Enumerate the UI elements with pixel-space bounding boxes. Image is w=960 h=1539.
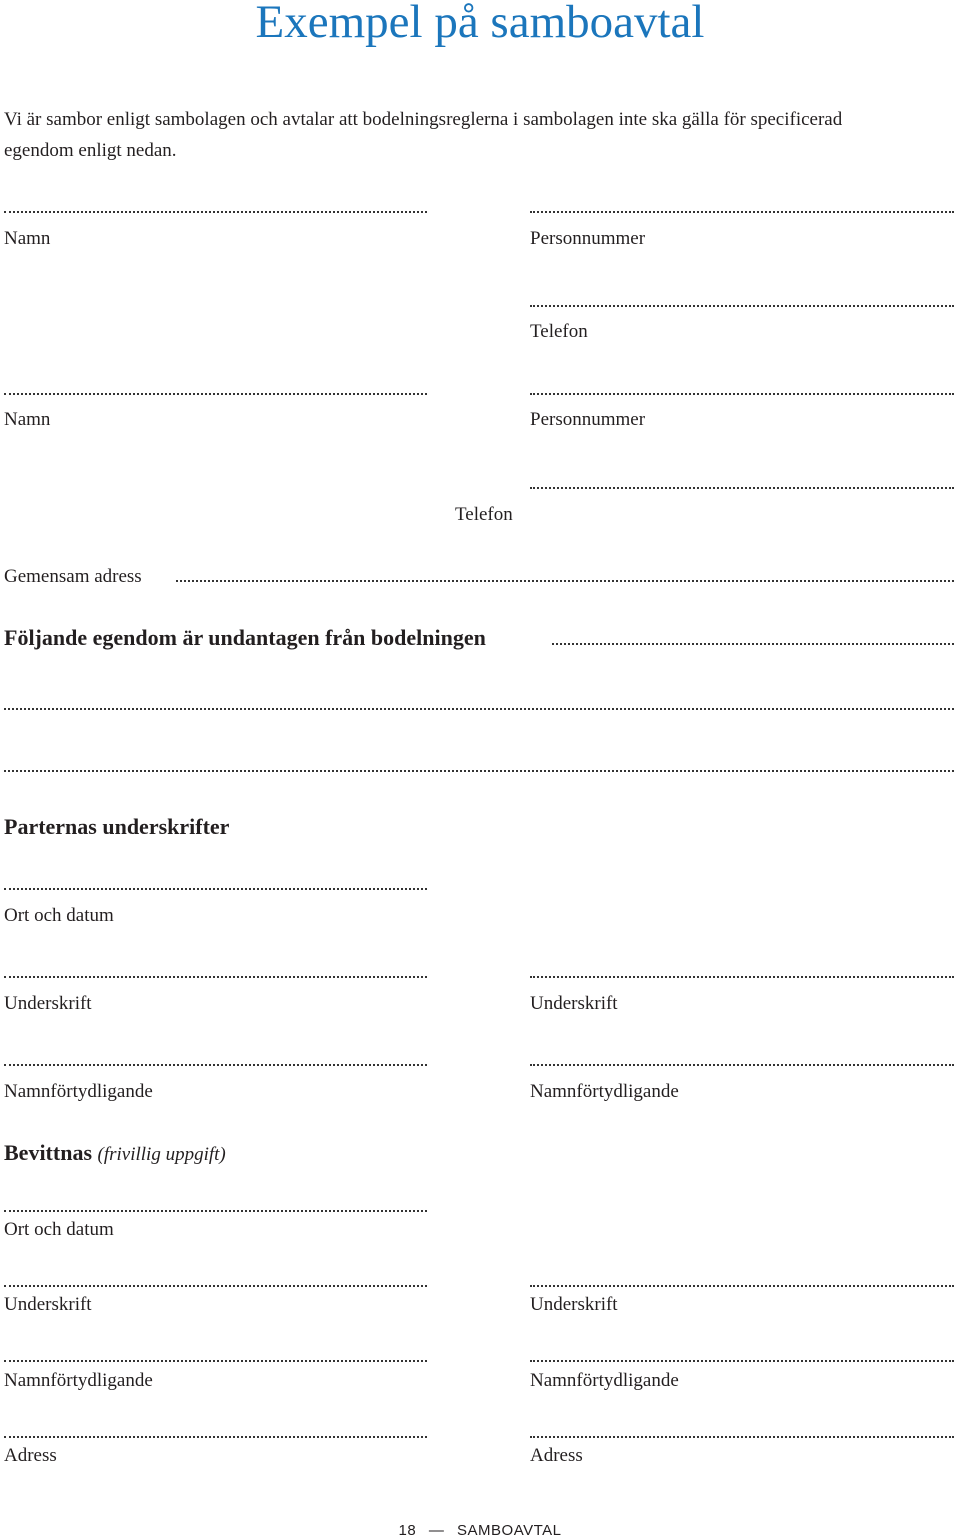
intro-text: Vi är sambor enligt sambolagen och avtalar att bodelningsreglerna i sambolagen inte ska gälla för specificerad egendom enligt nedan. (4, 109, 843, 161)
signatures-heading: Parternas underskrifter (4, 814, 230, 839)
footer-dash: — (428, 1522, 445, 1539)
footer-section: SAMBOAVTAL (457, 1522, 562, 1539)
witness-adress-1-label: Adress (4, 1445, 57, 1466)
witness-underskrift-2-label: Underskrift (530, 1294, 618, 1315)
gemensam-adress-label: Gemensam adress (4, 566, 142, 587)
witness-adress-2-field[interactable] (530, 1436, 954, 1438)
name-2-field[interactable] (4, 393, 427, 395)
page-title: Exempel på samboavtal (255, 0, 705, 48)
telefon-2-field[interactable] (530, 487, 954, 489)
witness-adress-2-label: Adress (530, 1445, 583, 1466)
witness-heading-text: Bevittnas (4, 1140, 92, 1165)
name-1-field[interactable] (4, 211, 427, 213)
property-heading: Följande egendom är undantagen från bodelningen (4, 625, 486, 650)
telefon-1-field[interactable] (530, 305, 954, 307)
sign-underskrift-1-label: Underskrift (4, 993, 92, 1014)
gemensam-adress-field[interactable] (176, 580, 954, 582)
witness-underskrift-1-label: Underskrift (4, 1294, 92, 1315)
witness-namn-1-label: Namnförtydligande (4, 1370, 153, 1391)
witness-namn-2-label: Namnförtydligande (530, 1370, 679, 1391)
personnummer-2-field[interactable] (530, 393, 954, 395)
witness-heading-note: (frivillig uppgift) (97, 1144, 226, 1165)
page-footer (0, 1522, 960, 1539)
property-field-2[interactable] (4, 708, 954, 710)
witness-heading (4, 1140, 226, 1168)
witness-ort-datum-label: Ort och datum (4, 1219, 114, 1240)
witness-namn-1-field[interactable] (4, 1360, 427, 1362)
sign-namn-1-label: Namnförtydligande (4, 1081, 153, 1102)
property-field-3[interactable] (4, 770, 954, 772)
sign-namn-2-label: Namnförtydligande (530, 1081, 679, 1102)
page-number: 18 (398, 1522, 417, 1539)
witness-underskrift-1-field[interactable] (4, 1285, 427, 1287)
telefon-2-label: Telefon (455, 504, 513, 525)
telefon-1-label: Telefon (530, 321, 588, 342)
witness-adress-1-field[interactable] (4, 1436, 427, 1438)
personnummer-1-field[interactable] (530, 211, 954, 213)
witness-namn-2-field[interactable] (530, 1360, 954, 1362)
sign-underskrift-2-label: Underskrift (530, 993, 618, 1014)
sign-namn-2-field[interactable] (530, 1064, 954, 1066)
property-field-1[interactable] (552, 643, 954, 645)
name-1-label: Namn (4, 228, 51, 249)
sign-namn-1-field[interactable] (4, 1064, 427, 1066)
sign-ort-datum-field[interactable] (4, 888, 427, 890)
personnummer-1-label: Personnummer (530, 228, 646, 249)
witness-underskrift-2-field[interactable] (530, 1285, 954, 1287)
sign-underskrift-1-field[interactable] (4, 976, 427, 978)
sign-ort-datum-label: Ort och datum (4, 905, 114, 926)
personnummer-2-label: Personnummer (530, 409, 646, 430)
witness-ort-datum-field[interactable] (4, 1210, 427, 1212)
sign-underskrift-2-field[interactable] (530, 976, 954, 978)
name-2-label: Namn (4, 409, 51, 430)
